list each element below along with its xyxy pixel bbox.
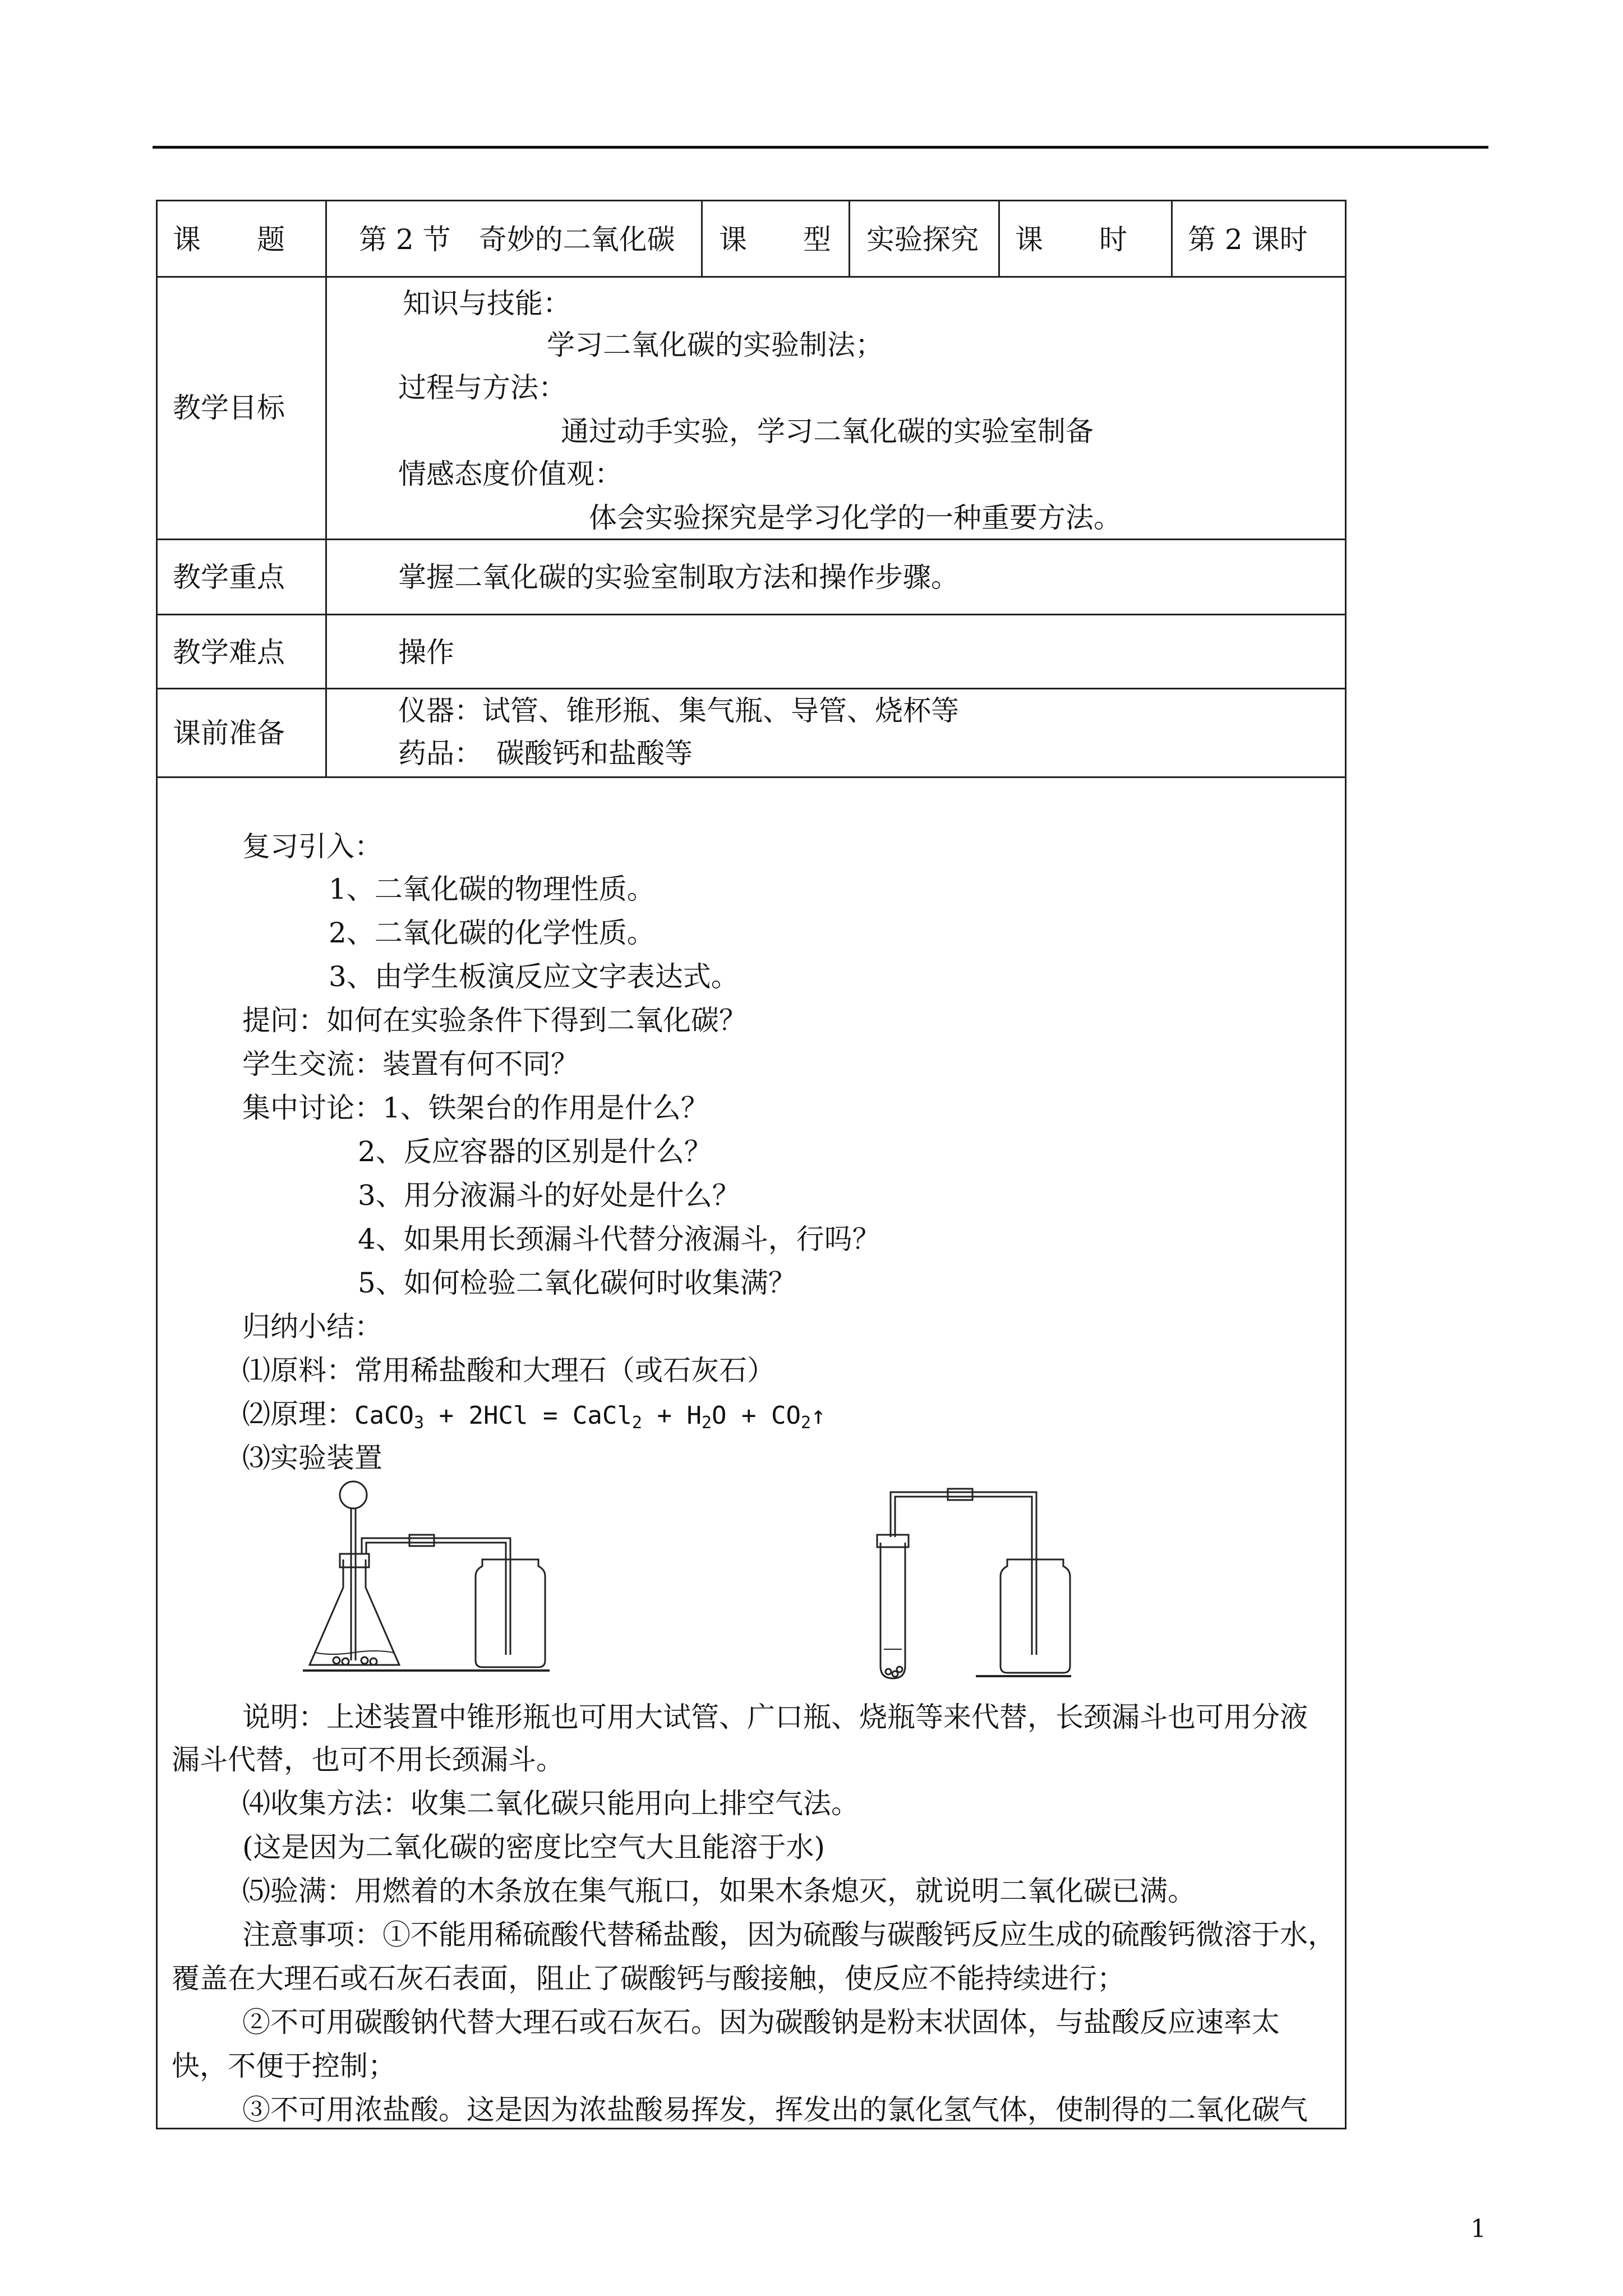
key-points-value: 掌握二氧化碳的实验室制取方法和操作步骤。 (398, 561, 959, 593)
discussion-item: 4、如果用长颈漏斗代替分液漏斗，行吗？ (358, 1223, 880, 1255)
check-line: ⑸验满：用燃着的木条放在集气瓶口，如果木条熄灭，就说明二氧化碳已满。 (242, 1875, 1196, 1907)
table-divider (701, 200, 703, 277)
preparation-label: 课前准备 (173, 717, 285, 749)
topic-value: 第 2 节 奇妙的二氧化碳 (359, 223, 675, 256)
table-divider (156, 688, 1347, 689)
caution-line: ③不可用浓盐酸。这是因为浓盐酸易挥发，挥发出的氯化氢气体，使制得的二氧化碳气 (242, 2093, 1308, 2126)
chemical-equation (354, 1401, 826, 1433)
equation-subscript: 2 (800, 1413, 811, 1433)
type-label: 课 型 (719, 223, 831, 256)
discussion-item: 5、如何检验二氧化碳何时收集满？ (358, 1267, 796, 1299)
question-line: 提问：如何在实验条件下得到二氧化碳？ (242, 1004, 747, 1037)
equation-subscript: 2 (631, 1413, 642, 1433)
table-divider (156, 614, 1347, 615)
gas-arrow: ↑ (811, 1401, 826, 1430)
table-divider (849, 200, 850, 277)
difficulties-value: 操作 (398, 636, 454, 669)
objective-line: 情感态度价值观： (398, 458, 623, 490)
apparatus-line: ⑶实验装置 (242, 1442, 382, 1474)
review-item: 2、二氧化碳的化学性质。 (329, 917, 655, 949)
equation-subscript: 3 (413, 1413, 425, 1433)
equation-part: + H (642, 1401, 702, 1430)
objective-line: 通过动手实验，学习二氧化碳的实验室制备 (561, 415, 1094, 448)
equation-subscript: 2 (701, 1413, 712, 1433)
hours-label: 课 时 (1015, 223, 1127, 256)
table-divider (156, 539, 1347, 540)
topic-label: 课 题 (173, 223, 285, 256)
flask-apparatus-figure (297, 1475, 555, 1688)
caution-line: 快，不便于控制； (172, 2050, 396, 2082)
table-divider (156, 776, 1347, 778)
objective-line: 过程与方法： (398, 371, 566, 404)
discussion-item: 2、反应容器的区别是什么？ (358, 1135, 712, 1168)
collect-line: ⑷收集方法：收集二氧化碳只能用向上排空气法。 (242, 1787, 859, 1820)
hours-value: 第 2 课时 (1188, 223, 1308, 256)
review-title: 复习引入： (242, 830, 382, 863)
exchange-line: 学生交流：装置有何不同？ (242, 1048, 579, 1080)
preparation-line: 仪器：试管、锥形瓶、集气瓶、导管、烧杯等 (398, 694, 959, 727)
caution-line: ②不可用碳酸钠代替大理石或石灰石。因为碳酸钠是粉末状固体，与盐酸反应速率太 (242, 2006, 1280, 2039)
page-number: 1 (1470, 2215, 1486, 2243)
collect-reason: (这是因为二氧化碳的密度比空气大且能溶于水) (242, 1831, 826, 1864)
note-line: 说明：上述装置中锥形瓶也可用大试管、广口瓶、烧瓶等来代替，长颈漏斗也可用分液 (242, 1701, 1308, 1733)
summary-title: 归纳小结： (242, 1310, 382, 1343)
table-divider (1171, 200, 1173, 277)
header-rule (153, 146, 1488, 149)
material-line: ⑴原料：常用稀盐酸和大理石（或石灰石） (242, 1354, 775, 1387)
review-item: 1、二氧化碳的物理性质。 (329, 873, 655, 905)
table-divider (156, 276, 1347, 278)
principle-line (242, 1398, 826, 1433)
note-line: 漏斗代替，也可不用长颈漏斗。 (172, 1743, 564, 1776)
caution-line: 覆盖在大理石或石灰石表面，阻止了碳酸钙与酸接触，使反应不能持续进行； (172, 1962, 1125, 1995)
principle-prefix: ⑵原理： (242, 1398, 354, 1430)
table-divider (325, 200, 327, 777)
caution-line: 注意事项：①不能用稀硫酸代替稀盐酸，因为硫酸与碳酸钙反应生成的硫酸钙微溶于水， (242, 1918, 1336, 1951)
difficulties-label: 教学难点 (173, 636, 285, 669)
equation-part: CaCO (354, 1401, 414, 1430)
equation-part: O + CO (712, 1401, 801, 1430)
objectives-label: 教学目标 (173, 392, 285, 424)
table-divider (998, 200, 1000, 277)
discussion-item: 3、用分液漏斗的好处是什么？ (358, 1179, 740, 1212)
test-tube-apparatus-figure (858, 1481, 1071, 1688)
discussion-line: 集中讨论：1、铁架台的作用是什么？ (242, 1092, 709, 1124)
type-value: 实验探究 (866, 223, 979, 256)
preparation-line: 药品： 碳酸钙和盐酸等 (398, 737, 693, 770)
objective-line: 体会实验探究是学习化学的一种重要方法。 (589, 501, 1122, 534)
objective-line: 学习二氧化碳的实验制法； (547, 329, 883, 361)
key-points-label: 教学重点 (173, 561, 285, 593)
objective-line: 知识与技能： (403, 287, 571, 320)
review-item: 3、由学生板演反应文字表达式。 (329, 960, 739, 993)
equation-part: + 2HCl = CaCl (424, 1401, 632, 1430)
